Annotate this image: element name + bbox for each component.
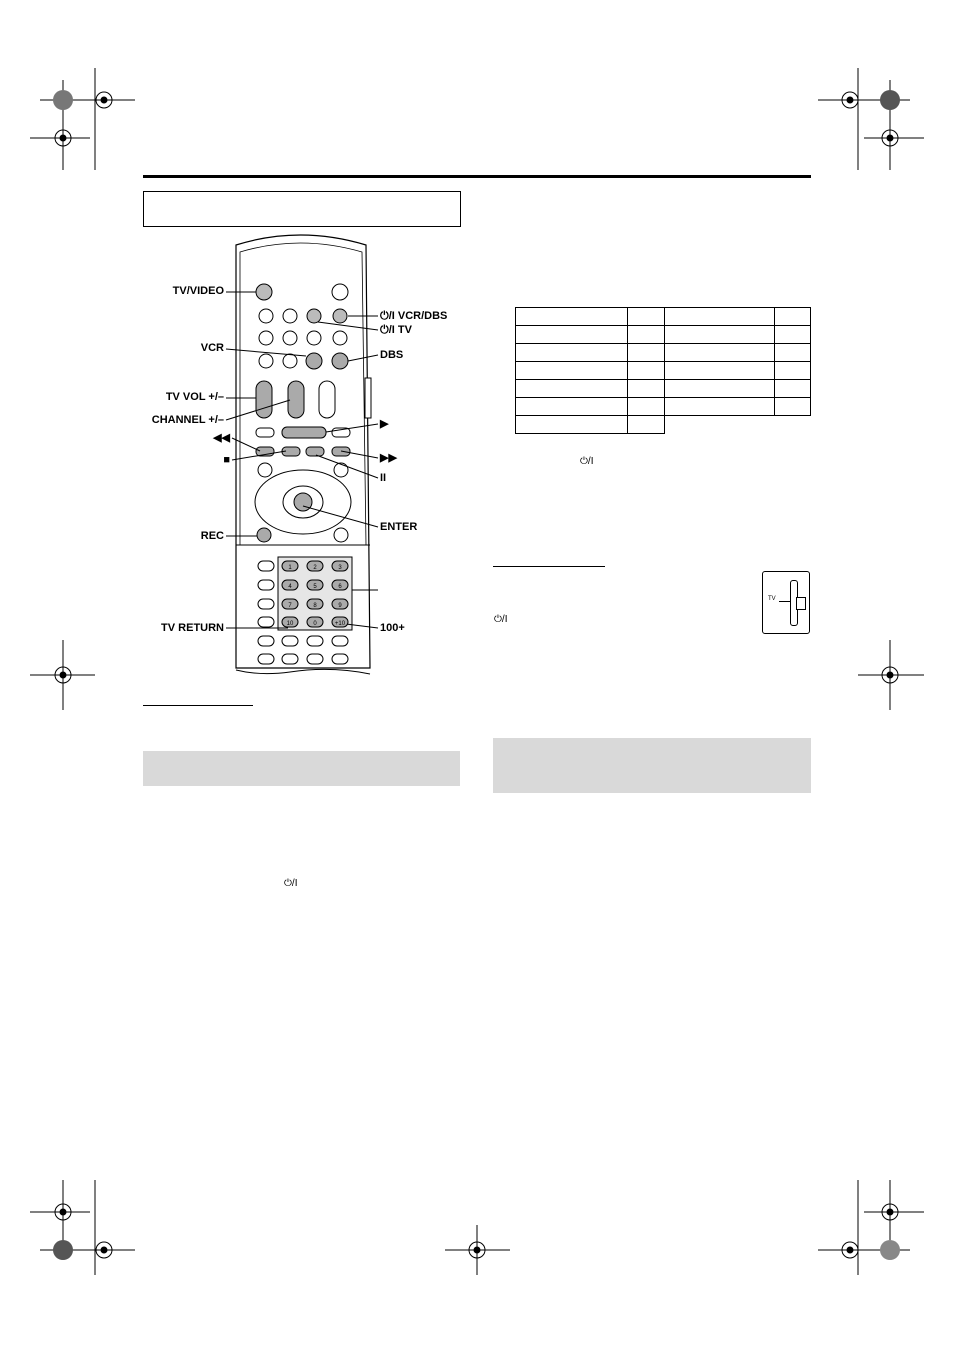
switch-knob [796, 597, 806, 610]
color-swatch [53, 90, 73, 110]
label-pause: II [380, 472, 387, 484]
label-enter: ENTER [380, 521, 418, 533]
color-swatch [880, 1240, 900, 1260]
numpad-key-label: 3 [338, 565, 342, 571]
numpad-key-label: 6 [338, 584, 342, 590]
code-table [515, 307, 811, 434]
power-symbol-note: ⏻/I [494, 614, 508, 625]
color-swatch [53, 1240, 73, 1260]
numpad-key-label: +10 [334, 621, 346, 627]
left-section-heading [143, 751, 460, 786]
color-swatch [880, 90, 900, 110]
numpad-key-label: 2 [313, 565, 317, 571]
numpad-key-label: 0 [313, 621, 317, 627]
registration-marks [30, 68, 924, 1275]
label-vcr: VCR [200, 342, 224, 354]
numpad-key-label: 7 [288, 603, 292, 609]
numpad-key-label: 4 [288, 584, 292, 590]
label-stop: ■ [223, 454, 230, 466]
power-symbol-left: ⏻/I [284, 878, 298, 889]
right-note-underline [493, 566, 605, 567]
power-symbol-right: ⏻/I [580, 456, 594, 467]
label-tv-video: TV/VIDEO [172, 285, 224, 297]
label-100-plus: 100+ [380, 622, 405, 634]
label-vcr-dbs-power: ⏻/I VCR/DBS [380, 310, 448, 322]
right-section-heading [493, 738, 811, 793]
switch-tick [779, 601, 790, 602]
section-title-box [143, 191, 461, 227]
tv-switch-figure [762, 571, 810, 634]
header-rule [143, 175, 811, 178]
label-tv-vol: TV VOL +/– [165, 391, 224, 403]
label-tv-return: TV RETURN [161, 622, 224, 634]
label-rewind: ◀◀ [213, 432, 230, 444]
numpad-key-label: 1 [288, 565, 292, 571]
numpad-key-label: 9 [338, 603, 342, 609]
numpad-key-label: 10 [286, 621, 294, 627]
label-rec: REC [200, 530, 224, 542]
note-underline [143, 705, 253, 706]
label-fast-forward: ▶▶ [380, 452, 397, 464]
remote-control [236, 235, 371, 674]
label-channel: CHANNEL +/– [151, 414, 224, 426]
numpad-key-label: 8 [313, 603, 317, 609]
numpad-key-label: 5 [313, 584, 317, 590]
label-play: ▶ [380, 418, 389, 430]
label-tv-power: ⏻/I TV [380, 324, 412, 336]
label-dbs: DBS [380, 349, 404, 361]
switch-label: TV [768, 596, 776, 602]
